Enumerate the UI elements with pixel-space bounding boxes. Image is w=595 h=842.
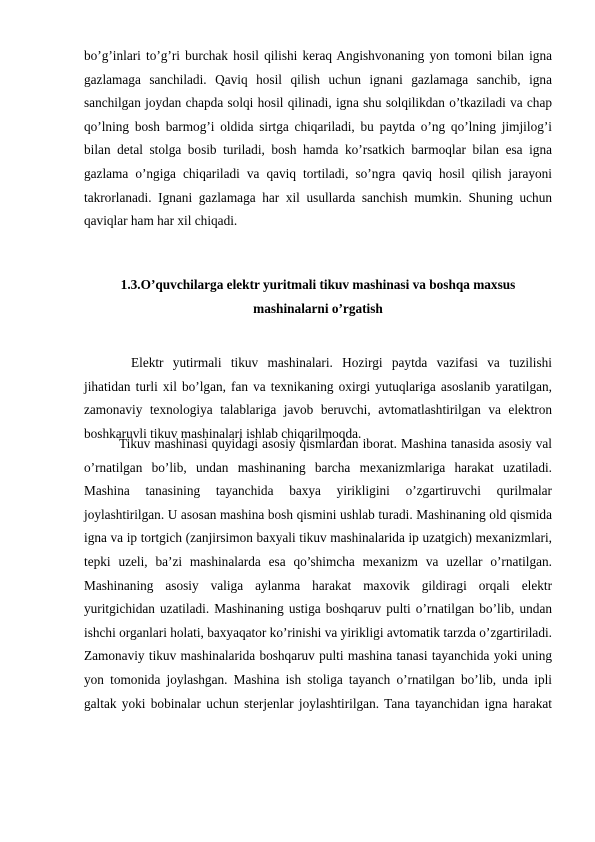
section-heading: 1.3.O’quvchilarga elektr yuritmali tikuv mashinasi va boshqa maxsus mashinalarni o’rgatish: [120, 277, 516, 316]
body-paragraph-1: bo’g’inlari to’g’ri burchak hosil qilishi keraq Angishvonaning yon tomoni bilan igna gazlamaga sanchiladi. Qaviq hosil qilish uchun ignani gazlamaga sanchib, igna sanchilgan joydan chapda solqi hosil qilinadi, igna shu solqilikdan o’tkaziladi va chap qo’lning bosh barmog’i oldida sirtga chiqariladi, bu paytda o’ng qo’lning jimjilog’i bilan detal stolga bosib turiladi, bosh hamda ko’rsatkich barmoqlar bilan esa igna gazlama o’ngiga chiqariladi va qaviq tortiladi, so’ngra qaviq hosil qilish jarayoni takrorlanadi. Ignani gazlamaga har xil usullarda sanchish mumkin. Shuning uchun qaviqlar ham har xil chiqadi.: [84, 48, 552, 229]
body-paragraph-2: Elektr yutirmali tikuv mashinalari. Hozirgi paytda vazifasi va tuzilishi jihatidan turli xil bo’lgan, fan va texnikaning oxirgi yutuqlariga asoslanib yaratilgan, zamonaviy texnologiya talablariga javob beruvchi, avtomatlashtirilgan va elektron boshkaruvli tikuv mashinalari ishlab chiqarilmoqda.: [84, 355, 552, 441]
body-paragraph-3: Tikuv mashinasi quyidagi asosiy qismlardan iborat. Mashina tanasida asosiy val o’rnatilgan bo’lib, undan mashinaning barcha mexanizmlariga harakat uzatiladi. Mashina tanasining tayanchida baxya yirikligini o’zgartiruvchi qurilmalar joylashtirilgan. U asosan mashina bosh qismini ushlab turadi. Mashinaning old qismida igna va ip tortgich (zanjirsimon baxyali tikuv mashinalarida ip uzatgich) mexanizmlari, tepki uzeli, ba’zi mashinalarda esa qo’shimcha mexanizm va uzellar o’rnatilgan. Mashinaning asosiy valiga aylanma harakat maxovik gildiragi orqali elektr yuritgichidan uzatiladi. Mashinaning ustiga boshqaruv pulti o’rnatilgan bo’lib, undan ishchi organlari holati, baxyaqator ko’rinishi va yirikligi avtomatik tarzda o’zgartiriladi. Zamonaviy tikuv mashinalarida boshqaruv pulti mashina tanasi tayanchida yoki uning yon tomonida joylashgan. Mashina ish stoliga tayanch o’rnatilgan bo’lib, unda ipli galtak yoki bobinalar uchun sterjenlar joylashtirilgan. Tana tayanchidan igna harakat: [84, 436, 552, 711]
